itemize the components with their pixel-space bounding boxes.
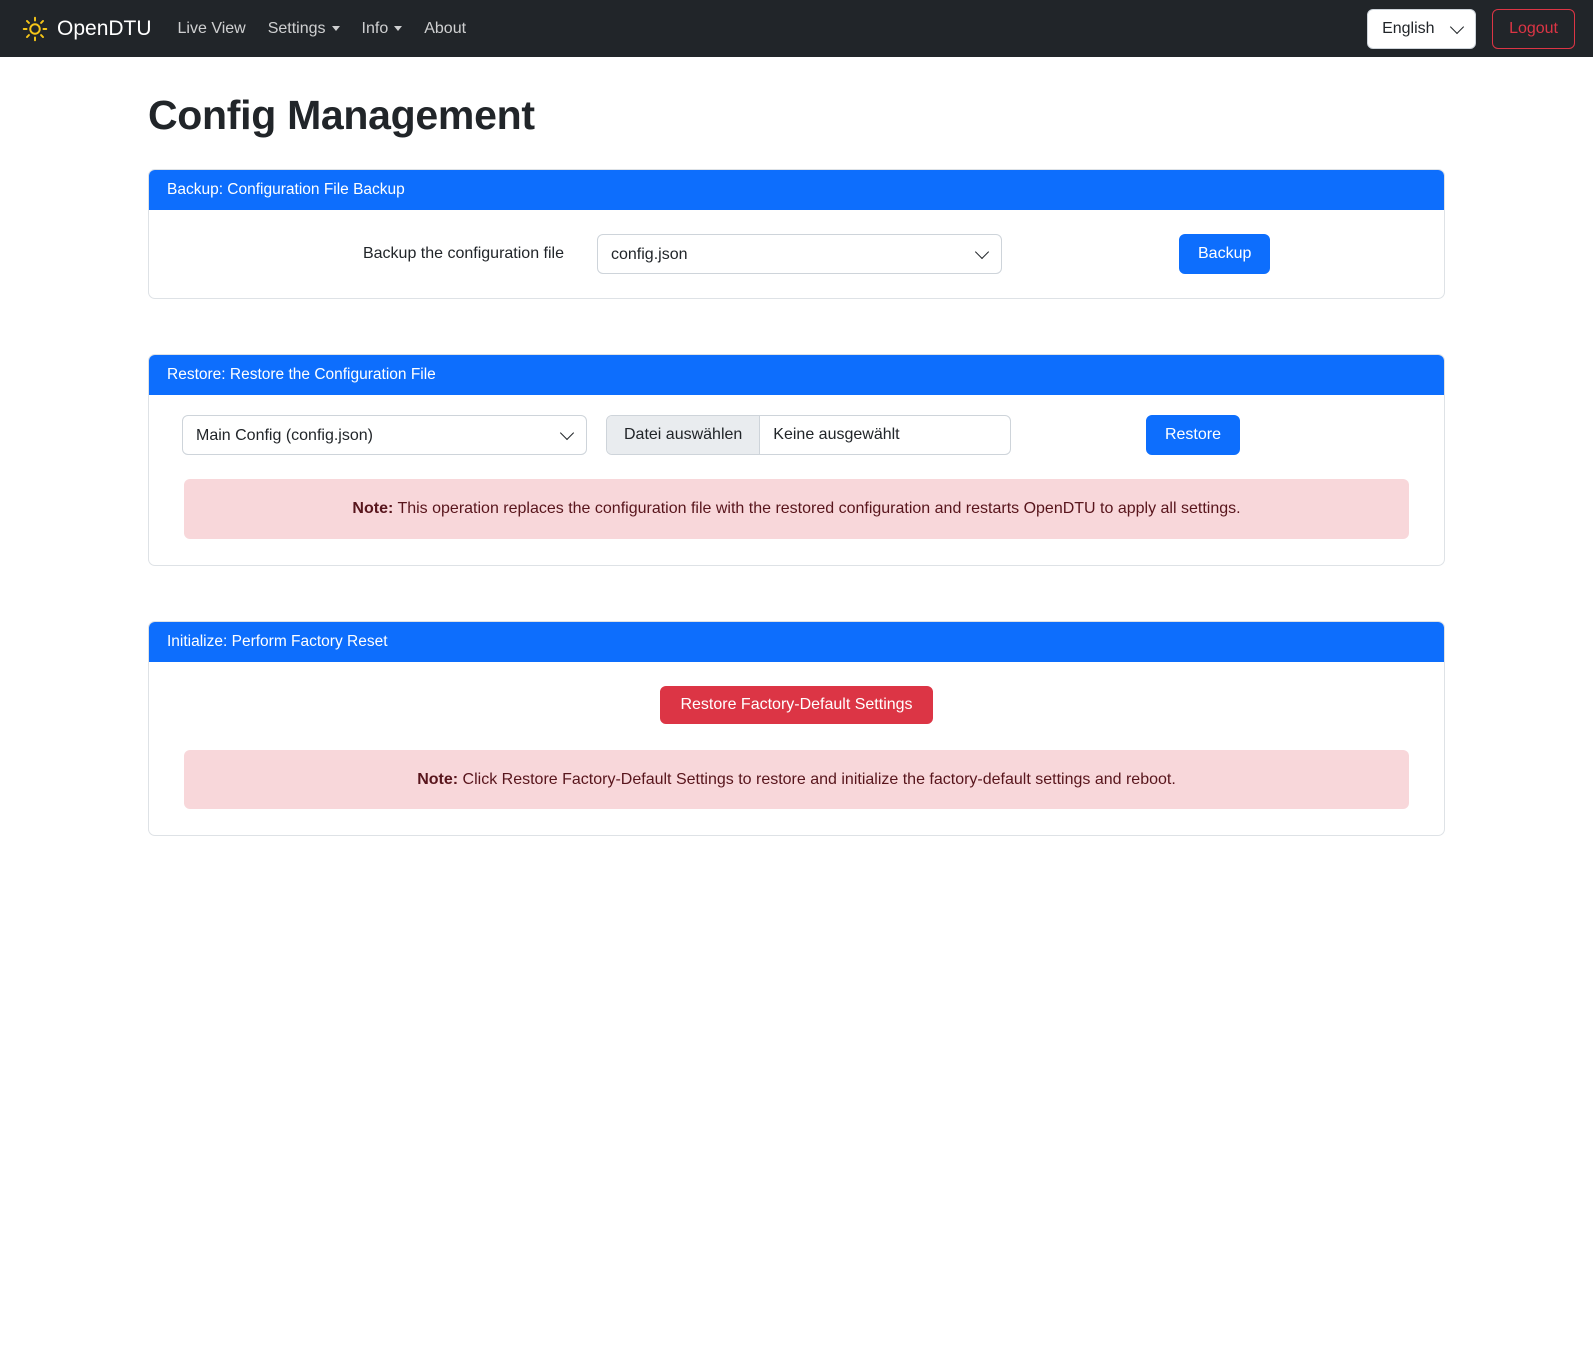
restore-card (148, 354, 1445, 566)
navbar (0, 0, 1593, 57)
language-select[interactable] (1367, 9, 1476, 49)
nav-item-about-label: About (424, 19, 467, 37)
restore-note-text: This operation replaces the configuration file with the restored configuration and restarts OpenDTU to apply all settings. (397, 500, 1241, 517)
backup-label: Backup the configuration file (362, 245, 564, 262)
backup-card-body (149, 210, 1444, 298)
navbar-right (1367, 9, 1575, 49)
nav-item-live-view[interactable] (178, 20, 246, 38)
restore-button[interactable]: Restore (1146, 415, 1240, 455)
nav-item-info-label: Info (361, 19, 389, 37)
nav-item-about[interactable] (424, 20, 466, 38)
page-content (0, 92, 1593, 836)
nav-item-settings[interactable] (268, 20, 340, 38)
logout-button[interactable]: Logout (1492, 9, 1575, 49)
factory-reset-row (167, 680, 1426, 726)
nav-item-live-view-label: Live View (177, 19, 246, 37)
restore-card-body (149, 395, 1444, 565)
backup-row (167, 228, 1426, 280)
chevron-down-icon (332, 26, 340, 31)
restore-config-select[interactable] (182, 415, 587, 455)
initialize-note-prefix: Note: (417, 770, 459, 788)
backup-button[interactable]: Backup (1179, 234, 1270, 274)
nav-links (178, 20, 467, 38)
brand-label: OpenDTU (57, 16, 152, 40)
restore-file-input[interactable] (606, 415, 1011, 455)
initialize-note-text: Click Restore Factory-Default Settings to restore and initialize the factory-default settings and reboot. (462, 770, 1176, 788)
initialize-card-body (149, 662, 1444, 836)
restore-note (184, 479, 1409, 539)
page-title: Config Management (148, 92, 535, 138)
language-select-wrapper (1367, 9, 1476, 49)
restore-select-wrapper (182, 415, 587, 455)
nav-item-settings-label: Settings (267, 19, 326, 37)
initialize-card-header: Initialize: Perform Factory Reset (149, 622, 1444, 662)
backup-select-wrapper (597, 234, 1002, 274)
brand-logo[interactable] (22, 16, 152, 42)
chosen-file-name: Keine ausgewählt (773, 426, 900, 443)
backup-card-header: Backup: Configuration File Backup (149, 170, 1444, 210)
initialize-card (148, 621, 1445, 837)
backup-file-select[interactable] (597, 234, 1002, 274)
restore-card-header: Restore: Restore the Configuration File (149, 355, 1444, 395)
choose-file-button[interactable]: Datei auswählen (607, 416, 760, 454)
initialize-note (184, 750, 1409, 810)
restore-note-prefix: Note: (352, 500, 394, 517)
sun-icon (22, 16, 48, 42)
restore-row (167, 413, 1426, 455)
nav-item-info[interactable] (362, 20, 403, 38)
chevron-down-icon (394, 26, 402, 31)
backup-card (148, 169, 1445, 299)
restore-factory-defaults-button[interactable]: Restore Factory-Default Settings (660, 686, 932, 724)
